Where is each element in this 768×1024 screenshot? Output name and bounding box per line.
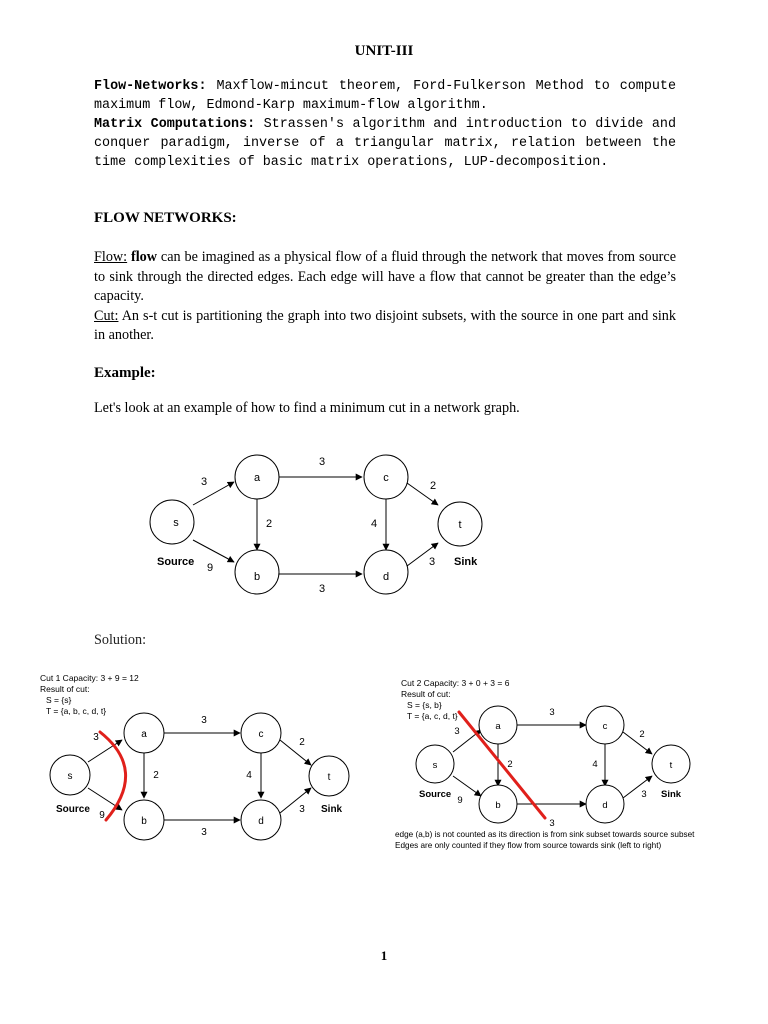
svg-text:3: 3: [299, 804, 305, 815]
cut1-red-curve: [100, 732, 126, 820]
capacity-d-t: 3: [428, 556, 436, 568]
svg-text:3: 3: [93, 732, 99, 743]
svg-text:d: d: [258, 816, 264, 827]
svg-text:9: 9: [99, 810, 105, 821]
cut1-t-set: T = {a, b, c, d, t}: [46, 706, 107, 716]
page-title: UNIT-III: [354, 43, 414, 59]
edge-s-a: [193, 482, 234, 505]
capacity-a-b: 2: [265, 518, 273, 530]
svg-text:Sink: Sink: [661, 789, 682, 800]
section-heading: FLOW NETWORKS:: [94, 210, 237, 226]
node-s: [150, 500, 194, 544]
capacity-a-c: 3: [318, 456, 326, 468]
svg-text:3: 3: [201, 827, 207, 838]
capacity-s-b: 9: [206, 562, 214, 574]
svg-text:Sink: Sink: [321, 804, 343, 815]
example-heading: Example:: [94, 365, 156, 381]
svg-text:2: 2: [639, 729, 645, 740]
svg-text:d: d: [602, 800, 608, 811]
svg-text:s: s: [432, 760, 438, 771]
node-label-d: d: [382, 571, 390, 583]
cut1-s-set: S = {s}: [46, 695, 72, 705]
svg-text:c: c: [602, 721, 608, 732]
node-label-c: c: [383, 472, 389, 484]
cut2-s-set: S = {s, b}: [407, 700, 442, 710]
svg-text:3: 3: [549, 818, 555, 829]
svg-text:3: 3: [201, 715, 207, 726]
svg-text:9: 9: [457, 795, 463, 806]
node-label-a: a: [253, 472, 261, 484]
capacity-c-t: 2: [429, 480, 437, 492]
cut2-t-set: T = {a, c, d, t}: [407, 711, 458, 721]
node-label-s: s: [173, 517, 179, 529]
cut2-capacity: Cut 2 Capacity: 3 + 0 + 3 = 6: [401, 678, 510, 688]
cut1-diagram: [38, 670, 358, 850]
svg-text:Source: Source: [56, 804, 90, 815]
svg-text:4: 4: [592, 759, 598, 770]
cut1-capacity: Cut 1 Capacity: 3 + 9 = 12: [40, 673, 139, 683]
topic-flow-networks-text: Maxflow-mincut theorem, Ford-Fulkerson Method to compute maximum flow, Edmond-Karp maximum-flow algorithm.: [94, 79, 676, 113]
svg-text:t: t: [669, 760, 673, 771]
svg-text:2: 2: [299, 737, 305, 748]
svg-text:a: a: [141, 729, 147, 740]
svg-text:b: b: [495, 800, 501, 811]
cut2-note-2: Edges are only counted if they flow from source towards sink (left to right): [395, 841, 662, 850]
topic-matrix-text: Strassen's algorithm and introduction to divide and conquer paradigm, inverse of a triangular matrix, relation between the time complexities of basic matrix operations, LUP-decomposition.: [94, 117, 677, 170]
cut2-result: Result of cut:: [401, 689, 451, 699]
cut2-note-1: edge (a,b) is not counted as its direction is from sink subset towards source subset: [395, 830, 695, 839]
svg-text:t: t: [327, 772, 331, 783]
cut1-result: Result of cut:: [40, 684, 90, 694]
svg-text:4: 4: [246, 770, 252, 781]
topic-flow-networks-label: Flow-Networks:: [94, 79, 207, 94]
svg-text:s: s: [67, 771, 73, 782]
capacity-b-d: 3: [318, 583, 326, 595]
svg-text:3: 3: [454, 726, 460, 737]
svg-text:Source: Source: [419, 789, 452, 800]
svg-text:b: b: [141, 816, 147, 827]
page-number: 1: [380, 948, 388, 963]
flow-bold-word: flow: [131, 249, 158, 265]
node-label-b: b: [253, 571, 261, 583]
syllabus-block: [94, 77, 676, 172]
capacity-s-a: 3: [200, 476, 208, 488]
node-label-t: t: [458, 519, 462, 531]
flow-text: can be imagined as a physical flow of a fluid through the network that moves from source to sink through the directed edges. Each edge will have a flow that cannot be greater than the edge’s capacity.: [94, 249, 677, 304]
svg-text:3: 3: [641, 789, 647, 800]
cut-term: Cut:: [94, 307, 119, 324]
example-intro: Let's look at an example of how to find a minimum cut in a network graph.: [94, 400, 520, 416]
sink-label: Sink: [454, 556, 478, 568]
svg-text:c: c: [258, 729, 264, 740]
svg-text:3: 3: [549, 707, 555, 718]
topic-matrix-label: Matrix Computations:: [94, 117, 256, 132]
svg-text:2: 2: [507, 759, 513, 770]
edge-s-b: [193, 540, 234, 562]
cut-text: An s-t cut is partitioning the graph into two disjoint subsets, with the source in one part and sink in another.: [94, 307, 676, 343]
capacity-c-d: 4: [370, 518, 378, 530]
solution-label: Solution:: [94, 632, 147, 648]
flow-definition: [94, 248, 676, 346]
source-label: Source: [157, 556, 195, 568]
network-graph: [140, 440, 500, 615]
flow-term: Flow:: [94, 249, 128, 265]
svg-text:a: a: [495, 721, 501, 732]
svg-text:2: 2: [153, 770, 159, 781]
cut2-diagram: [395, 670, 725, 860]
